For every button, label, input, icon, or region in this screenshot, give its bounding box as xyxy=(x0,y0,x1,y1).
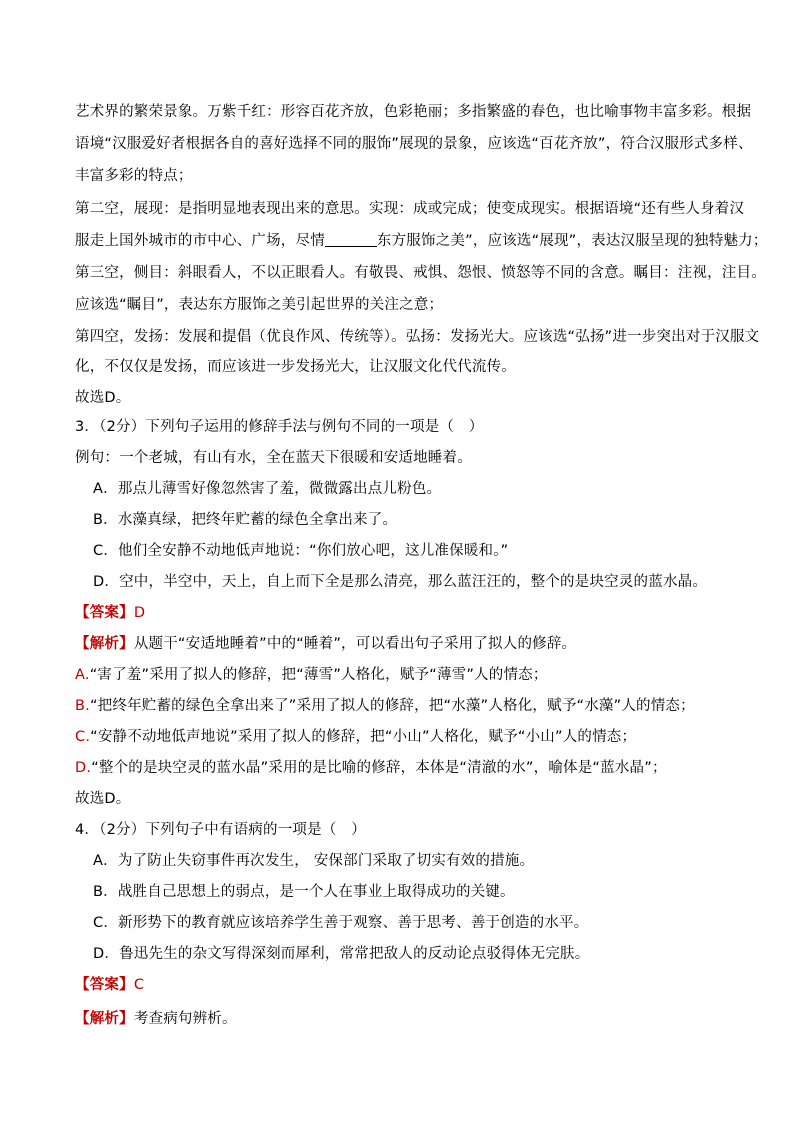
analysis-line: 第四空，发扬：发展和提倡（优良作风、传统等）。弘扬：发扬光大。应该选“弘扬”进一步突出对于汉服文 xyxy=(75,329,760,345)
analysis-note xyxy=(75,727,734,747)
analysis-line: 化，不仅仅是发扬，而应该进一步发扬光大，让汉服文化代代流传。 xyxy=(75,359,516,375)
question-4-option-c: C．新形势下的教育就应该培养学生善于观察、善于思考、善于创造的水平。 xyxy=(93,915,589,931)
answer-value: C xyxy=(133,977,145,993)
question-3-analysis xyxy=(75,634,734,654)
question-4-stem: 4．（2分）下列句子中有语病的一项是（ ） xyxy=(75,822,366,838)
question-3-stem: 3．（2分）下列句子运用的修辞手法与例句不同的一项是（ ） xyxy=(75,419,484,435)
analysis-text: 考查病句辨析。 xyxy=(133,1011,237,1027)
answer-tag: 【答案】 xyxy=(75,977,134,993)
analysis-line: 应该选“瞩目”，表达东方服饰之美引起世界的关注之意； xyxy=(75,297,444,313)
analysis-line: 语境“汉服爱好者根据各自的喜好选择不同的服饰”展现的景象，应该选“百花齐放”，符合汉服形式多样、 xyxy=(75,136,753,152)
conclusion-line: 故选D。 xyxy=(75,791,131,807)
question-4-answer xyxy=(75,975,734,995)
analysis-text: 从题干“安适地睡着”中的“睡着”，可以看出句子采用了拟人的修辞。 xyxy=(133,636,577,652)
analysis-line: 艺术界的繁荣景象。万紫千红：形容百花齐放，色彩艳丽；多指繁盛的春色，也比喻事物丰富多彩。根据 xyxy=(75,104,752,120)
analysis-text: 服走上国外城市的市中心、广场，尽情 xyxy=(75,233,325,249)
analysis-line-with-blank xyxy=(75,231,768,251)
analysis-line: 第二空，展现：是指明显地表现出来的意思。实现：成或完成；使变成现实。根据语境“还有些人身着汉 xyxy=(75,201,745,217)
question-3-option-a: A．那点儿薄雪好像忽然害了羞，微微露出点儿粉色。 xyxy=(93,481,442,497)
analysis-tag: 【解析】 xyxy=(75,1011,134,1027)
conclusion-line: 故选D。 xyxy=(75,390,131,406)
question-4-option-b: B．战胜自己思想上的弱点，是一个人在事业上取得成功的关键。 xyxy=(93,884,515,900)
question-3-example: 例句：一个老城，有山有水，全在蓝天下很暖和安适地睡着。 xyxy=(75,450,472,466)
note-letter: D. xyxy=(75,760,92,776)
question-3-option-d: D．空中，半空中，天上，自上而下全是那么清亮，那么蓝汪汪的，整个的是块空灵的蓝水晶。 xyxy=(93,574,708,590)
question-4-option-d: D．鲁迅先生的杂文写得深刻而犀利，常常把敌人的反动论点驳得体无完肤。 xyxy=(93,946,590,962)
analysis-tag: 【解析】 xyxy=(75,636,134,652)
answer-value: D xyxy=(133,605,146,621)
note-text: “整个的是块空灵的蓝水晶”采用的是比喻的修辞，本体是“清澈的水”，喻体是“蓝水晶”； xyxy=(91,760,667,776)
analysis-note xyxy=(75,665,734,685)
note-letter: B. xyxy=(75,698,90,714)
note-text: “安静不动地低声地说”采用了拟人的修辞，把“小山”人格化，赋予“小山”人的情态； xyxy=(90,729,637,745)
note-letter: C. xyxy=(75,729,91,745)
question-4-analysis xyxy=(75,1009,734,1029)
analysis-text: 东方服饰之美”，应该选“展现”，表达汉服呈现的独特魅力； xyxy=(376,233,768,249)
analysis-note xyxy=(75,696,734,716)
analysis-note xyxy=(75,758,734,778)
answer-tag: 【答案】 xyxy=(75,605,134,621)
question-3-option-b: B．水藻真绿，把终年贮蓄的绿色全拿出来了。 xyxy=(93,512,398,528)
fill-in-blank xyxy=(325,232,377,247)
note-text: “把终年贮蓄的绿色全拿出来了”采用了拟人的修辞，把“水藻”人格化，赋予“水藻”人的情态； xyxy=(89,698,695,714)
question-4-option-a: A．为了防止失窃事件再次发生， 安保部门采取了切实有效的措施。 xyxy=(93,853,535,869)
question-3-option-c: C．他们全安静不动地低声地说：“你们放心吧，这儿准保暖和。” xyxy=(93,543,509,559)
analysis-line: 丰富多彩的特点； xyxy=(75,168,193,184)
note-text: “害了羞”采用了拟人的修辞，把“薄雪”人格化，赋予“薄雪”人的情态； xyxy=(89,667,548,683)
analysis-line: 第三空，侧目：斜眼看人，不以正眼看人。有敬畏、戒惧、怨恨、愤怒等不同的含意。瞩目：注视，注目。 xyxy=(75,265,766,281)
question-3-answer xyxy=(75,603,734,623)
note-letter: A. xyxy=(75,667,90,683)
